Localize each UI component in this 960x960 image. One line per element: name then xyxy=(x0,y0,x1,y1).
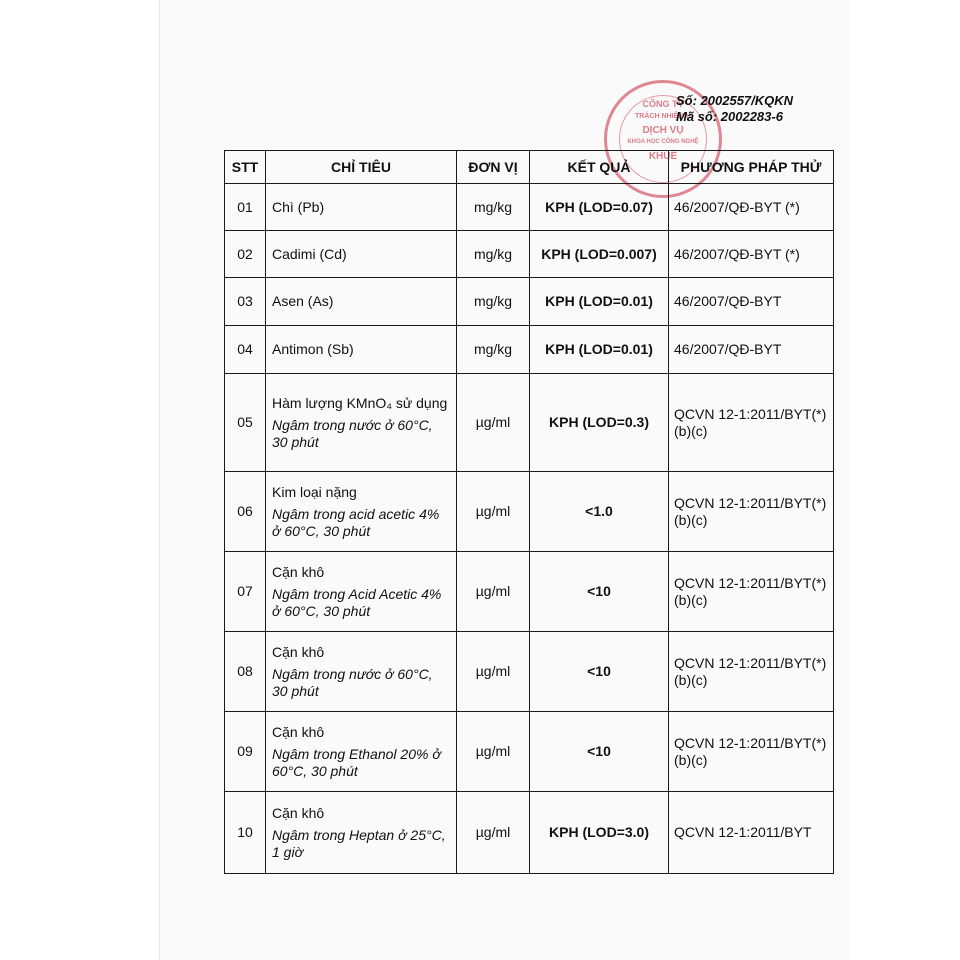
test-condition: Ngâm trong nước ở 60°C, 30 phút xyxy=(272,665,433,699)
seal-text-1: CÔNG TY xyxy=(642,99,684,109)
row-chi-tieu xyxy=(266,326,457,374)
seal-text-5: KHUÊ xyxy=(648,151,678,162)
header-phuong-phap: PHƯƠNG PHÁP THỬ xyxy=(669,151,834,184)
table-row xyxy=(225,552,834,632)
table-row xyxy=(225,278,834,326)
header-ket-qua: KẾT QUẢ xyxy=(530,151,669,184)
row-phuong-phap: QCVN 12-1:2011/BYT(*)(b)(c) xyxy=(669,374,834,472)
indicator-name: Asen (As) xyxy=(272,293,334,309)
row-phuong-phap: 46/2007/QĐ-BYT xyxy=(669,278,834,326)
test-condition: Ngâm trong Acid Acetic 4% ở 60°C, 30 phút xyxy=(272,585,442,619)
row-stt: 10 xyxy=(225,792,266,874)
row-stt: 05 xyxy=(225,374,266,472)
row-ket-qua: KPH (LOD=0.007) xyxy=(530,231,669,278)
header-stt: STT xyxy=(225,151,266,184)
table-row xyxy=(225,472,834,552)
row-don-vi: mg/kg xyxy=(457,278,530,326)
test-condition: Ngâm trong Heptan ở 25°C, 1 giờ xyxy=(272,826,446,860)
table-header-row xyxy=(225,151,834,184)
indicator-name: Chì (Pb) xyxy=(272,198,325,215)
seal-text-2: TRÁCH NHIỆM H xyxy=(635,113,691,120)
row-chi-tieu xyxy=(266,712,457,792)
indicator-name: Cặn khô xyxy=(272,643,325,660)
table-row xyxy=(225,374,834,472)
row-stt: 01 xyxy=(225,184,266,231)
table-row xyxy=(225,326,834,374)
row-stt: 04 xyxy=(225,326,266,374)
row-don-vi: µg/ml xyxy=(457,374,530,472)
row-don-vi: µg/ml xyxy=(457,552,530,632)
seal-text-3: DỊCH VỤ xyxy=(642,125,684,136)
results-table xyxy=(224,150,834,874)
row-ket-qua: <1.0 xyxy=(530,472,669,552)
indicator-name: Cặn khô xyxy=(272,804,325,821)
table-row xyxy=(225,231,834,278)
row-chi-tieu xyxy=(266,278,457,326)
indicator-name: Cặn khô xyxy=(272,723,325,740)
row-stt: 09 xyxy=(225,712,266,792)
indicator-name: Kim loại nặng xyxy=(272,483,357,500)
row-chi-tieu xyxy=(266,552,457,632)
row-ket-qua: KPH (LOD=0.01) xyxy=(530,326,669,374)
row-ket-qua: <10 xyxy=(530,552,669,632)
row-phuong-phap: QCVN 12-1:2011/BYT(*)(b)(c) xyxy=(669,632,834,712)
row-chi-tieu xyxy=(266,632,457,712)
row-phuong-phap: QCVN 12-1:2011/BYT(*)(b)(c) xyxy=(669,552,834,632)
report-code: Mã số: 2002283-6 xyxy=(676,109,783,124)
row-chi-tieu xyxy=(266,472,457,552)
row-don-vi: mg/kg xyxy=(457,184,530,231)
test-condition: Ngâm trong nước ở 60°C, 30 phút xyxy=(272,416,433,450)
test-condition: Ngâm trong acid acetic 4% ở 60°C, 30 phút xyxy=(272,505,440,539)
row-chi-tieu xyxy=(266,374,457,472)
test-condition: Ngâm trong Ethanol 20% ở 60°C, 30 phút xyxy=(272,745,441,779)
row-chi-tieu xyxy=(266,792,457,874)
row-ket-qua: <10 xyxy=(530,712,669,792)
row-stt: 02 xyxy=(225,231,266,278)
report-reference xyxy=(676,93,793,125)
row-phuong-phap: 46/2007/QĐ-BYT xyxy=(669,326,834,374)
row-stt: 08 xyxy=(225,632,266,712)
row-ket-qua: KPH (LOD=0.07) xyxy=(530,184,669,231)
row-ket-qua: KPH (LOD=0.3) xyxy=(530,374,669,472)
row-ket-qua: <10 xyxy=(530,632,669,712)
header-don-vi: ĐƠN VỊ xyxy=(457,151,530,184)
row-stt: 07 xyxy=(225,552,266,632)
row-phuong-phap: QCVN 12-1:2011/BYT(*)(b)(c) xyxy=(669,712,834,792)
row-don-vi: mg/kg xyxy=(457,231,530,278)
row-chi-tieu xyxy=(266,231,457,278)
table-row xyxy=(225,184,834,231)
row-phuong-phap: QCVN 12-1:2011/BYT(*)(b)(c) xyxy=(669,472,834,552)
row-don-vi: µg/ml xyxy=(457,472,530,552)
row-stt: 03 xyxy=(225,278,266,326)
row-ket-qua: KPH (LOD=0.01) xyxy=(530,278,669,326)
indicator-name: Hàm lượng KMnO₄ sử dụng xyxy=(272,394,448,411)
header-chi-tieu: CHỈ TIÊU xyxy=(266,151,457,184)
indicator-name: Cặn khô xyxy=(272,563,325,580)
table-row xyxy=(225,712,834,792)
row-don-vi: µg/ml xyxy=(457,792,530,874)
row-phuong-phap: 46/2007/QĐ-BYT (*) xyxy=(669,231,834,278)
indicator-name: Antimon (Sb) xyxy=(272,341,354,357)
row-ket-qua: KPH (LOD=3.0) xyxy=(530,792,669,874)
row-phuong-phap: 46/2007/QĐ-BYT (*) xyxy=(669,184,834,231)
row-don-vi: µg/ml xyxy=(457,712,530,792)
table-row xyxy=(225,792,834,874)
row-chi-tieu xyxy=(266,184,457,231)
row-don-vi: µg/ml xyxy=(457,632,530,712)
row-stt: 06 xyxy=(225,472,266,552)
table-row xyxy=(225,632,834,712)
row-don-vi: mg/kg xyxy=(457,326,530,374)
report-number: Số: 2002557/KQKN xyxy=(676,93,794,108)
row-phuong-phap: QCVN 12-1:2011/BYT xyxy=(669,792,834,874)
indicator-name: Cadimi (Cd) xyxy=(272,245,347,262)
seal-text-4: KHOA HỌC CÔNG NGHỆ xyxy=(627,139,699,145)
